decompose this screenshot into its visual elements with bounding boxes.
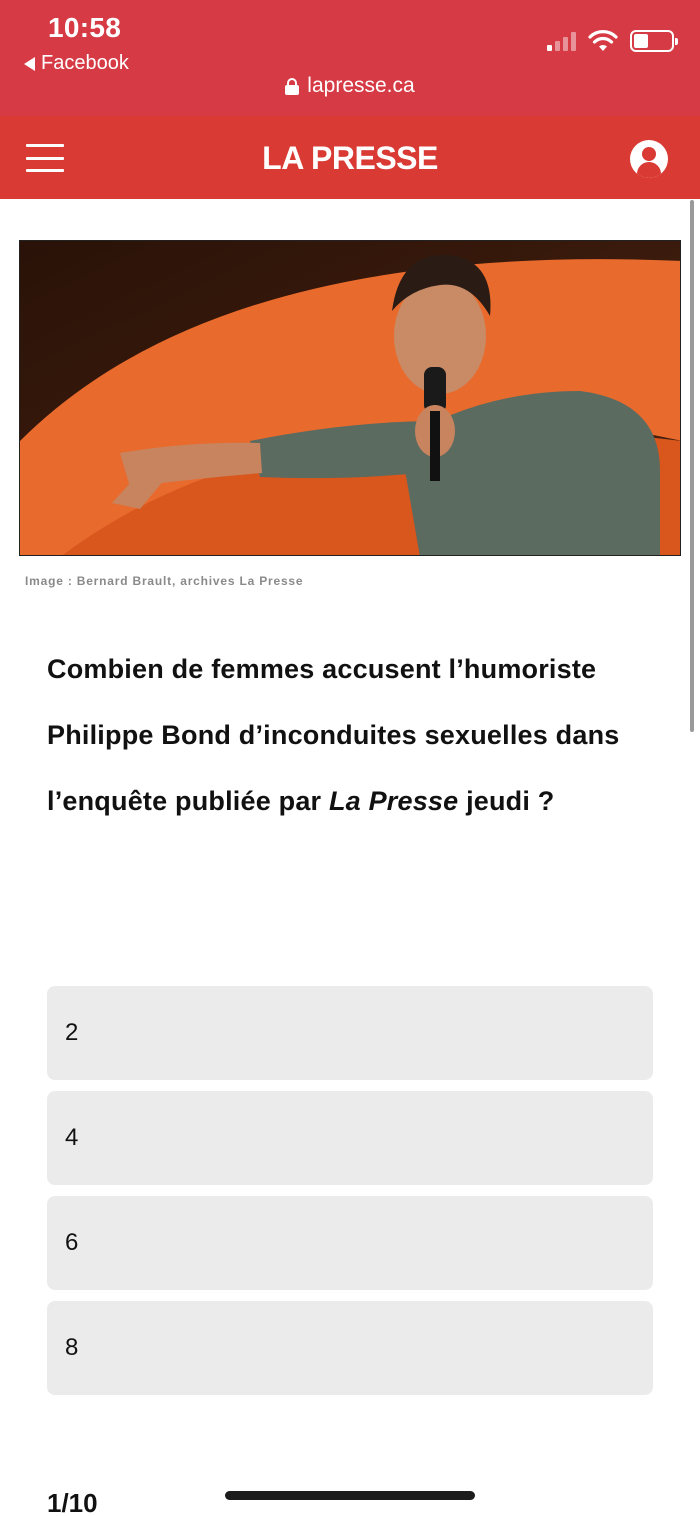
cellular-signal-icon bbox=[547, 31, 576, 51]
site-logo[interactable]: LA PRESSE bbox=[262, 140, 438, 176]
site-header bbox=[0, 116, 700, 199]
answer-option[interactable]: 4 bbox=[47, 1091, 653, 1185]
article-photo bbox=[19, 240, 681, 556]
answer-option[interactable]: 6 bbox=[47, 1196, 653, 1290]
back-arrow-icon bbox=[24, 57, 35, 71]
home-indicator[interactable] bbox=[225, 1491, 475, 1500]
lock-icon bbox=[285, 78, 299, 94]
comedian-photo-illustration bbox=[20, 241, 681, 556]
answer-option[interactable]: 8 bbox=[47, 1301, 653, 1395]
address-bar[interactable] bbox=[0, 74, 700, 98]
back-to-app-link[interactable] bbox=[24, 52, 129, 75]
question-text-part2: jeudi ? bbox=[458, 786, 555, 816]
scrollbar[interactable] bbox=[690, 200, 694, 732]
quiz-question bbox=[47, 636, 657, 834]
wifi-icon bbox=[588, 30, 618, 52]
browser-top-bar bbox=[0, 0, 700, 116]
user-account-icon[interactable] bbox=[630, 140, 668, 178]
status-time: 10:58 bbox=[48, 12, 122, 43]
question-progress: 1/10 bbox=[47, 1488, 98, 1516]
question-publication-name: La Presse bbox=[328, 786, 459, 816]
url-text: lapresse.ca bbox=[307, 74, 415, 97]
answer-option[interactable]: 2 bbox=[47, 986, 653, 1080]
answer-list bbox=[47, 986, 653, 1406]
status-icons bbox=[547, 30, 674, 52]
question-text-part1: Combien de femmes accusent l’humoriste Philippe Bond d’inconduites sexuelles dans l’enquête publiée par bbox=[47, 654, 620, 816]
battery-icon bbox=[630, 30, 674, 52]
photo-caption: Image : Bernard Brault, archives La Presse bbox=[25, 574, 304, 588]
back-app-label: Facebook bbox=[41, 52, 129, 74]
